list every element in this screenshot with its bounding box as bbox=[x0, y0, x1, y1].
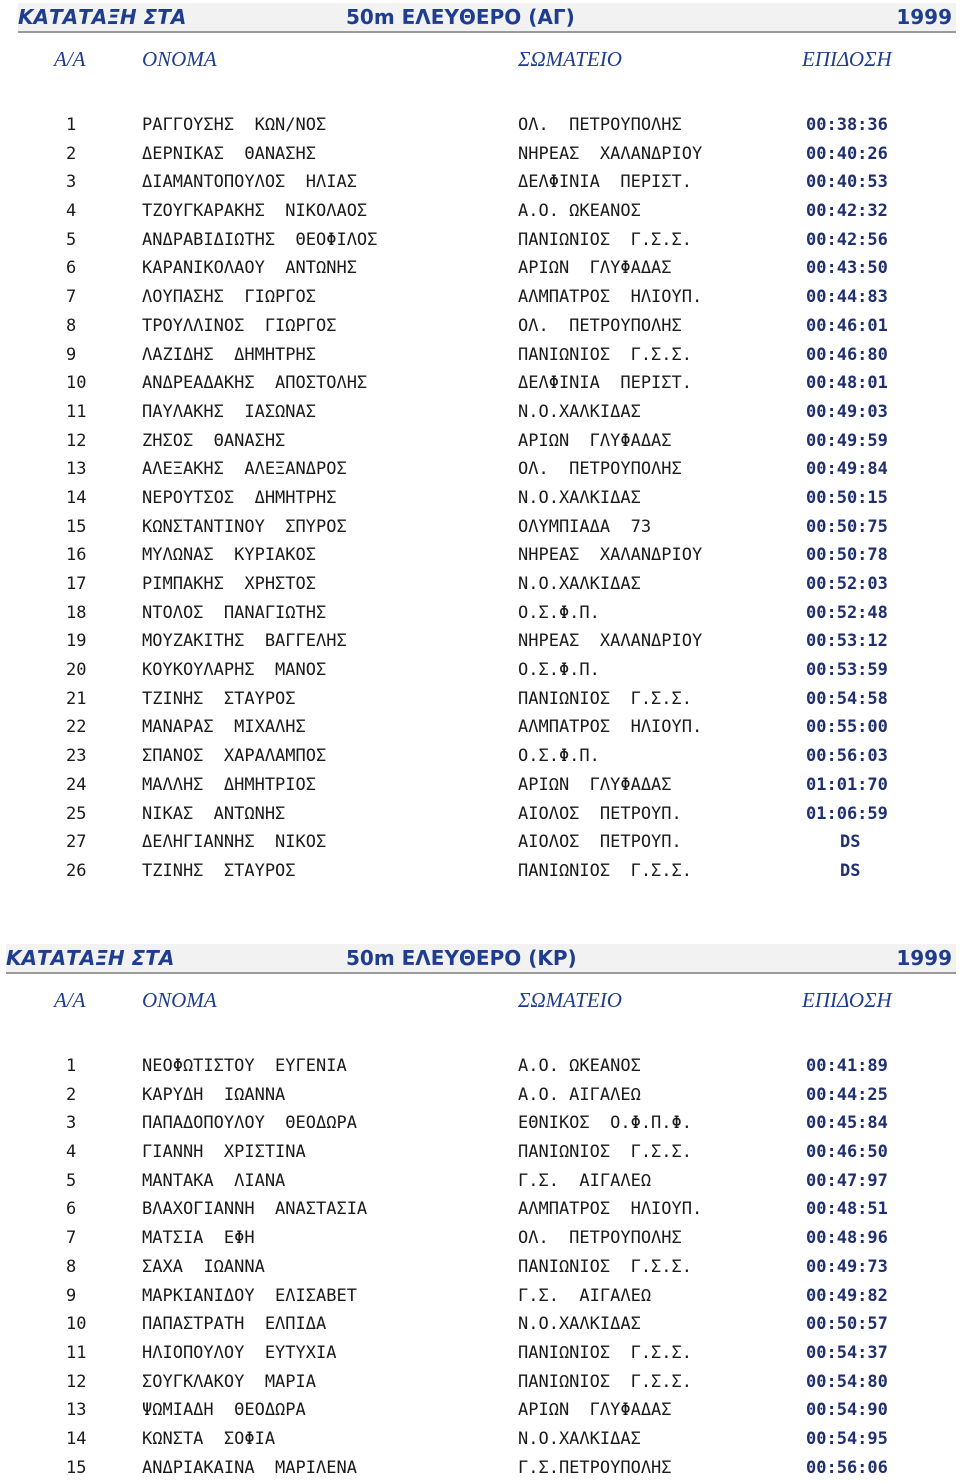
rank-cell: 13 bbox=[66, 459, 87, 480]
time-cell: 00:48:51 bbox=[806, 1199, 888, 1220]
club-cell: ΑΡΙΩΝ ΓΛΥΦΑΔΑΣ bbox=[518, 1400, 672, 1421]
club-cell: ΠΑΝΙΩΝΙΟΣ Γ.Σ.Σ. bbox=[518, 229, 692, 250]
name-cell: ΡΑΓΓΟΥΣΗΣ ΚΩΝ/ΝΟΣ bbox=[142, 115, 327, 135]
name-cell: ΜΑΛΛΗΣ ΔΗΜΗΤΡΙΟΣ bbox=[142, 774, 316, 795]
time-cell: 00:54:95 bbox=[806, 1428, 888, 1449]
rank-cell: 10 bbox=[66, 373, 87, 394]
section-title-prefix: ΚΑΤΑΤΑΞΗ ΣΤΑ bbox=[6, 946, 175, 970]
name-cell: ΜΟΥΖΑΚΙΤΗΣ ΒΑΓΓΕΛΗΣ bbox=[142, 631, 347, 652]
time-cell: 01:06:59 bbox=[806, 803, 888, 824]
column-header-time: ΕΠΙΔΟΣΗ bbox=[802, 47, 892, 71]
table-row bbox=[0, 1052, 960, 1081]
time-cell: 00:44:25 bbox=[806, 1084, 888, 1105]
name-cell: ΗΛΙΟΠΟΥΛΟΥ ΕΥΤΥΧΙΑ bbox=[142, 1342, 337, 1363]
name-cell: ΜΥΛΩΝΑΣ ΚΥΡΙΑΚΟΣ bbox=[142, 545, 316, 566]
club-cell: ΠΑΝΙΩΝΙΟΣ Γ.Σ.Σ. bbox=[518, 688, 692, 709]
rank-cell: 3 bbox=[66, 1113, 77, 1134]
time-cell: 00:45:84 bbox=[806, 1113, 888, 1134]
table-row bbox=[0, 1138, 960, 1167]
column-header-time: ΕΠΙΔΟΣΗ bbox=[802, 988, 892, 1012]
time-cell: 00:49:59 bbox=[806, 430, 888, 451]
club-cell: Γ.Σ.ΠΕΤΡΟΥΠΟΛΗΣ bbox=[518, 1457, 672, 1478]
club-cell: Ν.Ο.ΧΑΛΚΙΔΑΣ bbox=[518, 1314, 641, 1335]
club-cell: ΠΑΝΙΩΝΙΟΣ Γ.Σ.Σ. bbox=[518, 1371, 692, 1392]
club-cell: Γ.Σ. ΑΙΓΑΛΕΩ bbox=[518, 1170, 652, 1191]
time-cell: 00:50:15 bbox=[806, 487, 888, 508]
rank-cell: 11 bbox=[66, 1342, 87, 1363]
rank-cell: 2 bbox=[66, 1084, 77, 1105]
name-cell: ΜΑΡΚΙΑΝΙΔΟΥ ΕΛΙΣΑΒΕΤ bbox=[142, 1285, 357, 1306]
club-cell: ΑΙΟΛΟΣ ΠΕΤΡΟΥΠ. bbox=[518, 803, 682, 824]
table-row bbox=[0, 455, 960, 484]
column-header-name: ΟΝΟΜΑ bbox=[142, 47, 217, 71]
rank-cell: 12 bbox=[66, 1371, 87, 1392]
time-cell: 00:46:01 bbox=[806, 315, 888, 336]
section-title-event: 50m ΕΛΕΥΘΕΡΟ (ΑΓ) bbox=[346, 5, 575, 29]
table-row bbox=[0, 1253, 960, 1282]
rank-cell: 27 bbox=[66, 832, 87, 853]
time-cell: 00:38:36 bbox=[806, 115, 888, 135]
rank-cell: 14 bbox=[66, 1428, 87, 1449]
club-cell: ΔΕΛΦΙΝΙΑ ΠΕΡΙΣΤ. bbox=[518, 373, 692, 394]
name-cell: ΣΟΥΓΚΛΑΚΟΥ ΜΑΡΙΑ bbox=[142, 1371, 316, 1392]
table-row bbox=[0, 713, 960, 742]
table-row bbox=[0, 283, 960, 312]
table-row bbox=[0, 570, 960, 599]
rank-cell: 14 bbox=[66, 487, 87, 508]
name-cell: ΔΕΛΗΓΙΑΝΝΗΣ ΝΙΚΟΣ bbox=[142, 832, 327, 853]
rank-cell: 5 bbox=[66, 229, 77, 250]
club-cell: Γ.Σ. ΑΙΓΑΛΕΩ bbox=[518, 1285, 652, 1306]
club-cell: ΟΛ. ΠΕΤΡΟΥΠΟΛΗΣ bbox=[518, 459, 682, 480]
name-cell: ΒΛΑΧΟΓΙΑΝΝΗ ΑΝΑΣΤΑΣΙΑ bbox=[142, 1199, 368, 1220]
name-cell: ΚΩΝΣΤΑ ΣΟΦΙΑ bbox=[142, 1428, 276, 1449]
rank-cell: 8 bbox=[66, 315, 77, 336]
rank-cell: 7 bbox=[66, 1228, 77, 1249]
time-cell: 00:43:50 bbox=[806, 258, 888, 279]
column-header-row bbox=[0, 47, 960, 75]
time-cell: 00:54:80 bbox=[806, 1371, 888, 1392]
rank-cell: 10 bbox=[66, 1314, 87, 1335]
time-cell: 00:52:48 bbox=[806, 602, 888, 623]
name-cell: ΑΛΕΞΑΚΗΣ ΑΛΕΞΑΝΔΡΟΣ bbox=[142, 459, 347, 480]
rank-cell: 6 bbox=[66, 258, 77, 279]
time-cell: 00:40:26 bbox=[806, 143, 888, 164]
name-cell: ΨΩΜΙΑΔΗ ΘΕΟΔΩΡΑ bbox=[142, 1400, 306, 1421]
club-cell: ΠΑΝΙΩΝΙΟΣ Γ.Σ.Σ. bbox=[518, 1342, 692, 1363]
club-cell: ΝΗΡΕΑΣ ΧΑΛΑΝΔΡΙΟΥ bbox=[518, 143, 703, 164]
club-cell: ΟΛ. ΠΕΤΡΟΥΠΟΛΗΣ bbox=[518, 115, 682, 135]
club-cell: ΑΡΙΩΝ ΓΛΥΦΑΔΑΣ bbox=[518, 258, 672, 279]
name-cell: ΑΝΔΡΙΑΚΑΙΝΑ ΜΑΡΙΛΕΝΑ bbox=[142, 1457, 357, 1478]
name-cell: ΓΙΑΝΝΗ ΧΡΙΣΤΙΝΑ bbox=[142, 1142, 306, 1163]
table-row bbox=[0, 427, 960, 456]
column-header-no: Α/Α bbox=[54, 988, 86, 1012]
club-cell: Ν.Ο.ΧΑΛΚΙΔΑΣ bbox=[518, 574, 641, 594]
time-cell: 00:49:73 bbox=[806, 1256, 888, 1277]
name-cell: ΔΙΑΜΑΝΤΟΠΟΥΛΟΣ ΗΛΙΑΣ bbox=[142, 172, 357, 193]
section-title-prefix: ΚΑΤΑΤΑΞΗ ΣΤΑ bbox=[18, 5, 187, 29]
name-cell: ΝΕΡΟΥΤΣΟΣ ΔΗΜΗΤΡΗΣ bbox=[142, 487, 337, 508]
rank-cell: 15 bbox=[66, 516, 87, 537]
table-row bbox=[0, 1368, 960, 1397]
name-cell: ΝΤΟΛΟΣ ΠΑΝΑΓΙΩΤΗΣ bbox=[142, 602, 327, 623]
name-cell: ΜΑΝΑΡΑΣ ΜΙΧΑΛΗΣ bbox=[142, 717, 306, 738]
rank-cell: 1 bbox=[66, 115, 77, 135]
section-title-year: 1999 bbox=[896, 5, 952, 29]
club-cell: Α.Ο. ΩΚΕΑΝΟΣ bbox=[518, 201, 641, 222]
time-cell: 01:01:70 bbox=[806, 774, 888, 795]
table-row bbox=[0, 1224, 960, 1253]
rank-cell: 4 bbox=[66, 1142, 77, 1163]
column-header-no: Α/Α bbox=[54, 47, 86, 71]
name-cell: ΣΠΑΝΟΣ ΧΑΡΑΛΑΜΠΟΣ bbox=[142, 746, 327, 767]
name-cell: ΔΕΡΝΙΚΑΣ ΘΑΝΑΣΗΣ bbox=[142, 143, 316, 164]
club-cell: Ο.Σ.Φ.Π. bbox=[518, 660, 600, 681]
name-cell: ΖΗΣΟΣ ΘΑΝΑΣΗΣ bbox=[142, 430, 286, 451]
table-row bbox=[0, 1310, 960, 1339]
section-title-event: 50m ΕΛΕΥΘΕΡΟ (ΚΡ) bbox=[346, 946, 577, 970]
time-cell: 00:47:97 bbox=[806, 1170, 888, 1191]
time-cell: 00:49:82 bbox=[806, 1285, 888, 1306]
rank-cell: 9 bbox=[66, 344, 77, 365]
table-row bbox=[0, 1081, 960, 1110]
club-cell: ΠΑΝΙΩΝΙΟΣ Γ.Σ.Σ. bbox=[518, 1256, 692, 1277]
club-cell: Α.Ο. ΑΙΓΑΛΕΩ bbox=[518, 1084, 641, 1105]
time-cell: 00:53:12 bbox=[806, 631, 888, 652]
club-cell: Ο.Σ.Φ.Π. bbox=[518, 746, 600, 767]
name-cell: ΝΙΚΑΣ ΑΝΤΩΝΗΣ bbox=[142, 803, 286, 824]
time-cell: 00:52:03 bbox=[806, 574, 888, 594]
name-cell: ΤΖΙΝΗΣ ΣΤΑΥΡΟΣ bbox=[142, 688, 296, 709]
table-row bbox=[0, 398, 960, 427]
table-row bbox=[0, 656, 960, 685]
club-cell: ΟΛ. ΠΕΤΡΟΥΠΟΛΗΣ bbox=[518, 315, 682, 336]
club-cell: ΑΛΜΠΑΤΡΟΣ ΗΛΙΟΥΠ. bbox=[518, 717, 703, 738]
club-cell: Ν.Ο.ΧΑΛΚΙΔΑΣ bbox=[518, 487, 641, 508]
time-cell: 00:49:03 bbox=[806, 401, 888, 422]
section-title-bar bbox=[18, 3, 956, 33]
table-row bbox=[0, 800, 960, 829]
time-cell: 00:46:50 bbox=[806, 1142, 888, 1163]
club-cell: Ο.Σ.Φ.Π. bbox=[518, 602, 600, 623]
table-row bbox=[0, 226, 960, 255]
column-header-name: ΟΝΟΜΑ bbox=[142, 988, 217, 1012]
club-cell: ΑΙΟΛΟΣ ΠΕΤΡΟΥΠ. bbox=[518, 832, 682, 853]
club-cell: ΑΛΜΠΑΤΡΟΣ ΗΛΙΟΥΠ. bbox=[518, 1199, 703, 1220]
name-cell: ΑΝΔΡΕΑΔΑΚΗΣ ΑΠΟΣΤΟΛΗΣ bbox=[142, 373, 368, 394]
club-cell: ΠΑΝΙΩΝΙΟΣ Γ.Σ.Σ. bbox=[518, 860, 692, 881]
time-cell: 00:48:01 bbox=[806, 373, 888, 394]
rank-cell: 2 bbox=[66, 143, 77, 164]
table-row bbox=[0, 627, 960, 656]
club-cell: ΠΑΝΙΩΝΙΟΣ Γ.Σ.Σ. bbox=[518, 344, 692, 365]
time-cell: 00:40:53 bbox=[806, 172, 888, 193]
rank-cell: 20 bbox=[66, 660, 87, 681]
name-cell: ΤΖΟΥΓΚΑΡΑΚΗΣ ΝΙΚΟΛΑΟΣ bbox=[142, 201, 368, 222]
table-row bbox=[0, 742, 960, 771]
name-cell: ΤΡΟΥΛΛΙΝΟΣ ΓΙΩΡΓΟΣ bbox=[142, 315, 337, 336]
table-row bbox=[0, 254, 960, 283]
table-row bbox=[0, 111, 960, 140]
results-list bbox=[0, 1052, 960, 1482]
table-row bbox=[0, 771, 960, 800]
rank-cell: 15 bbox=[66, 1457, 87, 1478]
rank-cell: 5 bbox=[66, 1170, 77, 1191]
rank-cell: 17 bbox=[66, 574, 87, 594]
rank-cell: 8 bbox=[66, 1256, 77, 1277]
table-row bbox=[0, 1167, 960, 1196]
name-cell: ΤΖΙΝΗΣ ΣΤΑΥΡΟΣ bbox=[142, 860, 296, 881]
rank-cell: 21 bbox=[66, 688, 87, 709]
time-cell: 00:54:90 bbox=[806, 1400, 888, 1421]
table-row bbox=[0, 541, 960, 570]
rank-cell: 22 bbox=[66, 717, 87, 738]
name-cell: ΚΑΡΥΔΗ ΙΩΑΝΝΑ bbox=[142, 1084, 286, 1105]
name-cell: ΣΑΧΑ ΙΩΑΝΝΑ bbox=[142, 1256, 265, 1277]
table-row bbox=[0, 1109, 960, 1138]
time-cell: 00:48:96 bbox=[806, 1228, 888, 1249]
club-cell: ΟΛ. ΠΕΤΡΟΥΠΟΛΗΣ bbox=[518, 1228, 682, 1249]
column-header-row bbox=[0, 988, 960, 1016]
table-row bbox=[0, 1425, 960, 1454]
table-row bbox=[0, 828, 960, 857]
club-cell: Ν.Ο.ΧΑΛΚΙΔΑΣ bbox=[518, 1428, 641, 1449]
table-row bbox=[0, 857, 960, 886]
name-cell: ΜΑΤΣΙΑ ΕΦΗ bbox=[142, 1228, 255, 1249]
rank-cell: 1 bbox=[66, 1056, 77, 1076]
section-title-bar bbox=[6, 944, 956, 974]
club-cell: ΟΛΥΜΠΙΑΔΑ 73 bbox=[518, 516, 652, 537]
time-cell: 00:44:83 bbox=[806, 287, 888, 308]
table-row bbox=[0, 1339, 960, 1368]
club-cell: ΝΗΡΕΑΣ ΧΑΛΑΝΔΡΙΟΥ bbox=[518, 545, 703, 566]
name-cell: ΝΕΟΦΩΤΙΣΤΟΥ ΕΥΓΕΝΙΑ bbox=[142, 1056, 347, 1076]
club-cell: Ν.Ο.ΧΑΛΚΙΔΑΣ bbox=[518, 401, 641, 422]
club-cell: ΠΑΝΙΩΝΙΟΣ Γ.Σ.Σ. bbox=[518, 1142, 692, 1163]
time-cell: 00:54:58 bbox=[806, 688, 888, 709]
time-cell: 00:41:89 bbox=[806, 1056, 888, 1076]
table-row bbox=[0, 685, 960, 714]
name-cell: ΠΑΥΛΑΚΗΣ ΙΑΣΩΝΑΣ bbox=[142, 401, 316, 422]
name-cell: ΛΑΖΙΔΗΣ ΔΗΜΗΤΡΗΣ bbox=[142, 344, 316, 365]
rank-cell: 3 bbox=[66, 172, 77, 193]
club-cell: Α.Ο. ΩΚΕΑΝΟΣ bbox=[518, 1056, 641, 1076]
name-cell: ΠΑΠΑΣΤΡΑΤΗ ΕΛΠΙΔΑ bbox=[142, 1314, 327, 1335]
time-cell: 00:55:00 bbox=[806, 717, 888, 738]
table-row bbox=[0, 484, 960, 513]
rank-cell: 26 bbox=[66, 860, 87, 881]
rank-cell: 23 bbox=[66, 746, 87, 767]
rank-cell: 18 bbox=[66, 602, 87, 623]
rank-cell: 16 bbox=[66, 545, 87, 566]
table-row bbox=[0, 341, 960, 370]
name-cell: ΚΑΡΑΝΙΚΟΛΑΟΥ ΑΝΤΩΝΗΣ bbox=[142, 258, 357, 279]
time-cell: 00:42:56 bbox=[806, 229, 888, 250]
club-cell: ΔΕΛΦΙΝΙΑ ΠΕΡΙΣΤ. bbox=[518, 172, 692, 193]
rank-cell: 13 bbox=[66, 1400, 87, 1421]
column-header-club: ΣΩΜΑΤΕΙΟ bbox=[518, 988, 622, 1012]
time-cell: 00:53:59 bbox=[806, 660, 888, 681]
rank-cell: 4 bbox=[66, 201, 77, 222]
rank-cell: 25 bbox=[66, 803, 87, 824]
rank-cell: 19 bbox=[66, 631, 87, 652]
table-row bbox=[0, 599, 960, 628]
name-cell: ΚΟΥΚΟΥΛΑΡΗΣ ΜΑΝΟΣ bbox=[142, 660, 327, 681]
rank-cell: 24 bbox=[66, 774, 87, 795]
table-row bbox=[0, 513, 960, 542]
rank-cell: 9 bbox=[66, 1285, 77, 1306]
name-cell: ΛΟΥΠΑΣΗΣ ΓΙΩΡΓΟΣ bbox=[142, 287, 316, 308]
time-cell: 00:42:32 bbox=[806, 201, 888, 222]
time-cell: 00:50:57 bbox=[806, 1314, 888, 1335]
time-cell: 00:50:75 bbox=[806, 516, 888, 537]
time-cell: DS bbox=[840, 832, 861, 853]
club-cell: ΑΛΜΠΑΤΡΟΣ ΗΛΙΟΥΠ. bbox=[518, 287, 703, 308]
name-cell: ΑΝΔΡΑΒΙΔΙΩΤΗΣ ΘΕΟΦΙΛΟΣ bbox=[142, 229, 378, 250]
name-cell: ΠΑΠΑΔΟΠΟΥΛΟΥ ΘΕΟΔΩΡΑ bbox=[142, 1113, 357, 1134]
section-title-year: 1999 bbox=[896, 946, 952, 970]
rank-cell: 11 bbox=[66, 401, 87, 422]
table-row bbox=[0, 140, 960, 169]
club-cell: ΑΡΙΩΝ ΓΛΥΦΑΔΑΣ bbox=[518, 774, 672, 795]
name-cell: ΜΑΝΤΑΚΑ ΛΙΑΝΑ bbox=[142, 1170, 286, 1191]
name-cell: ΡΙΜΠΑΚΗΣ ΧΡΗΣΤΟΣ bbox=[142, 574, 316, 594]
time-cell: 00:56:06 bbox=[806, 1457, 888, 1478]
time-cell: 00:54:37 bbox=[806, 1342, 888, 1363]
table-row bbox=[0, 1396, 960, 1425]
rank-cell: 12 bbox=[66, 430, 87, 451]
table-row bbox=[0, 1195, 960, 1224]
name-cell: ΚΩΝΣΤΑΝΤΙΝΟΥ ΣΠΥΡΟΣ bbox=[142, 516, 347, 537]
time-cell: DS bbox=[840, 860, 861, 881]
table-row bbox=[0, 197, 960, 226]
table-row bbox=[0, 1282, 960, 1311]
time-cell: 00:46:80 bbox=[806, 344, 888, 365]
results-list bbox=[0, 111, 960, 886]
rank-cell: 7 bbox=[66, 287, 77, 308]
time-cell: 00:49:84 bbox=[806, 459, 888, 480]
column-header-club: ΣΩΜΑΤΕΙΟ bbox=[518, 47, 622, 71]
table-row bbox=[0, 168, 960, 197]
club-cell: ΝΗΡΕΑΣ ΧΑΛΑΝΔΡΙΟΥ bbox=[518, 631, 703, 652]
table-row bbox=[0, 369, 960, 398]
time-cell: 00:50:78 bbox=[806, 545, 888, 566]
rank-cell: 6 bbox=[66, 1199, 77, 1220]
table-row bbox=[0, 312, 960, 341]
club-cell: ΕΘΝΙΚΟΣ Ο.Φ.Π.Φ. bbox=[518, 1113, 692, 1134]
time-cell: 00:56:03 bbox=[806, 746, 888, 767]
club-cell: ΑΡΙΩΝ ΓΛΥΦΑΔΑΣ bbox=[518, 430, 672, 451]
